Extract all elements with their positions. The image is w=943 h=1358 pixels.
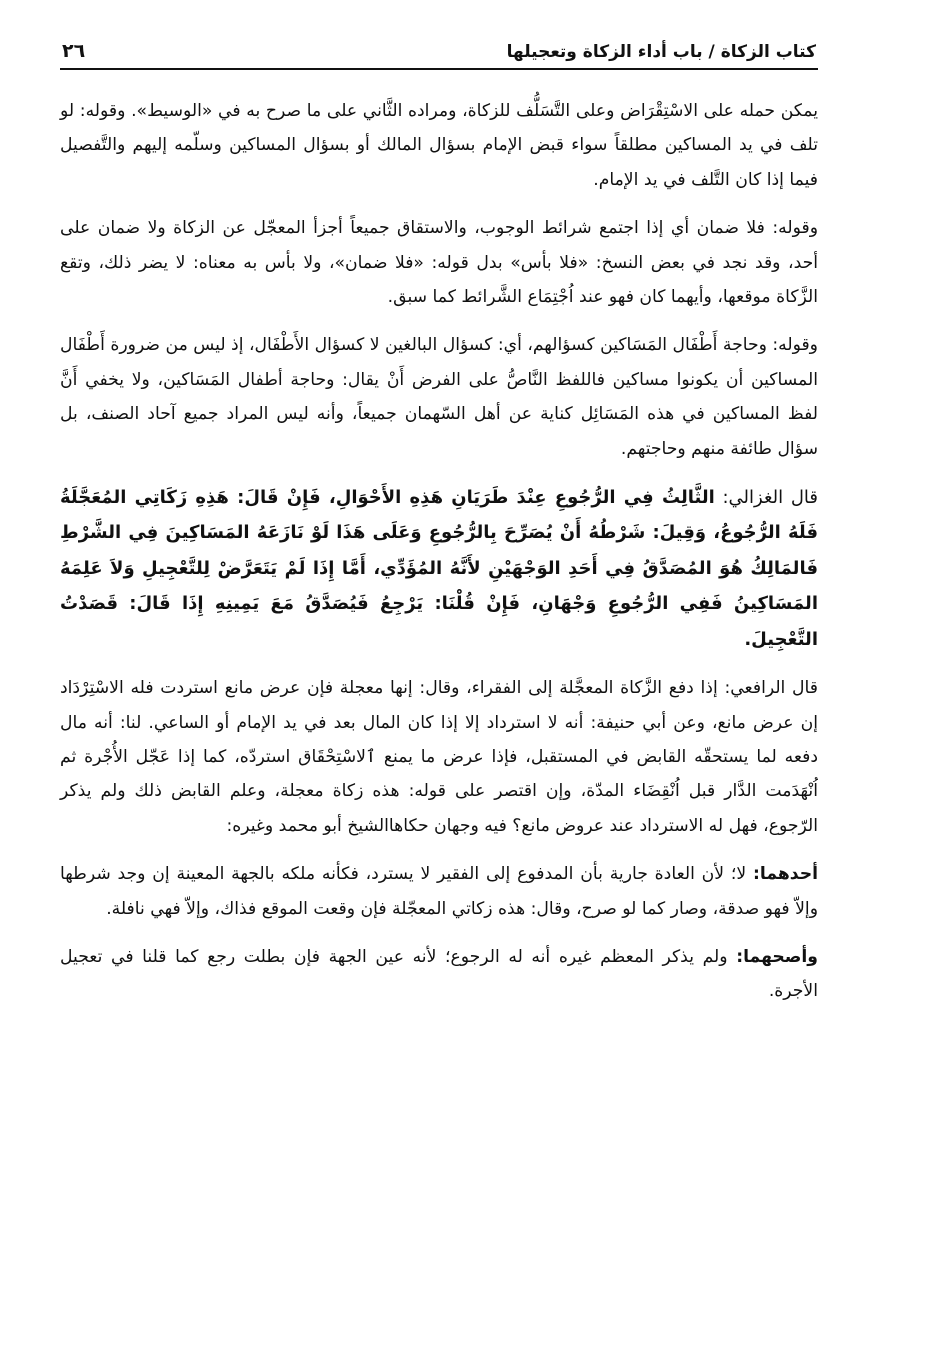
page-body [60, 94, 818, 1009]
page-number: ٢٦ [62, 40, 86, 62]
ghazali-quote-text: الثَّالِثُ فِي الرُّجُوعِ عِنْدَ طَرَيَانِ هَذِهِ الأَحْوَالِ، فَإِنْ قَالَ: هَذِهِ زَكَاتِي المُعَجَّلَةُ فَلَهُ الرُّجُوعُ، وَقِيلَ: شَرْطُهُ أَنْ يُصَرِّحَ بِالرُّجُوعِ وَعَلَى هَذَا لَوْ نَازَعَهُ المَسَاكِينَ فِي الشَّرْطِ فَالمَالِكُ هُوَ المُصَدَّقُ فِي أَحَدِ الوَجْهَيْنِ لأَنَّهُ المُؤَدِّي، أَمَّا إِذَا لَمْ يَتَعَرَّضْ لِلتَّعْجِيلِ وَلاَ عَلِمَهُ المَسَاكِينُ فَفِي الرُّجُوعِ وَجْهَانِ، فَإِنْ قُلْنَا: يَرْجِعُ فَيُصَدَّقُ مَعَ يَمِينِهِ إِذَا قَالَ: قَصَدْتُ التَّعْجِيلَ. [60, 487, 818, 650]
paragraph-lead: أحدهما: [753, 864, 819, 885]
paragraph-text: ولم يذكر المعظم غيره أنه له الرجوع؛ لأنه عين الجهة فإن بطلت رجع كما قلنا في تعجيل الأجرة. [60, 946, 818, 1002]
book-page [60, 36, 818, 1023]
paragraph-text: يمكن حمله على الاسْتِقْرَاض وعلى التَّسَلُّف للزكاة، ومراده الثَّاني على ما صرح به في «الوسيط». وقوله: لو تلف في يد المساكين مطلقاً سواء قبض الإمام بسؤال المالك أو بسؤال المساكين وسلّمه إليهم والتَّفصيل فيما إذا كان التَّلف في يد الإمام. [60, 101, 818, 190]
paragraph-ghazali-quote [60, 480, 818, 657]
running-header [60, 36, 818, 70]
paragraph-text: وقوله: وحاجة أَطْفَال المَسَاكين كسؤالهم، أي: كسؤال البالغين لا كسؤال الأَطْفَال، إذ ليس من ضرورة أَطْفَال المساكين أن يكونوا مساكين فاللفظ النَّاصُّ على الفرض أَنْ يقال: وحاجة أطفال المَسَاكين، ولا يخفي أَنَّ لفظ المساكين في هذه المَسَائِل كناية عن أهل السّهمان جميعاً، وأنه ليس المراد جميع آحاد الصنف، بل سؤال طائفة منهم وحاجتهم. [60, 335, 818, 459]
paragraph-lead: وأصحهما: [736, 946, 818, 967]
paragraph-rafii [60, 671, 818, 843]
header-title: كتاب الزكاة / باب أداء الزكاة وتعجيلها [506, 42, 816, 62]
paragraph-first-view [60, 857, 818, 926]
paragraph-lead: قال الغزالي: [722, 487, 818, 509]
paragraph-text: قال الرافعي: إذا دفع الزَّكاة المعجَّلة إلى الفقراء، وقال: إنها معجلة فإن عرض مانع استردت فله الاسْتِرْدَاد إن عرض مانع، وعن أبي حنيفة: أنه لا استرداد إلا إذا كان المال بعد في يد الإمام أو الساعي. لنا: أنه مال دفعه لما يستحقّه القابض في المستقبل، فإذا عرض ما يمنع ٱلاسْتِحْقَاق استردّه، كما إذا عَجّل الأُجْرة ثم اُنْهَدَمت الدَّار قبل اُنْقِضَاء المدّة، وإن اقتصر على قوله: هذه زكاة معجلة، وعلم القابض ذلك ولم يذكر الرّجوع، فهل له الاسترداد عند عروض مانع؟ فيه وجهان حكاهاالشيخ أبو محمد وغيره: [60, 678, 818, 836]
paragraph-correct-view [60, 940, 818, 1009]
paragraph-1 [60, 94, 818, 197]
paragraph-text: لا؛ لأن العادة جارية بأن المدفوع إلى الفقير لا يسترد، فكأنه ملكه بالجهة المعينة إن وجد شرطها وإلاّ فهو صدقة، وصار كما لو صرح، وقال: هذه زكاتي المعجّلة فإن وقعت الموقع فذاك، وإلاّ فهي نافلة. [60, 864, 818, 919]
paragraph-2 [60, 211, 818, 314]
paragraph-3 [60, 328, 818, 466]
paragraph-text: وقوله: فلا ضمان أي إذا اجتمع شرائط الوجوب، والاستقاق جميعاً أجزأ المعجّل عن الزكاة ولا ضمان على أحد، وقد نجد في بعض النسخ: «فلا بأس» بدل قوله: «فلا ضمان»، ولا بأس به معناه: لا يضر ذلك، وتقع الزَّكاة موقعها، وأيهما كان فهو عند اُجْتِمَاع الشَّرائط كما سبق. [60, 218, 818, 308]
